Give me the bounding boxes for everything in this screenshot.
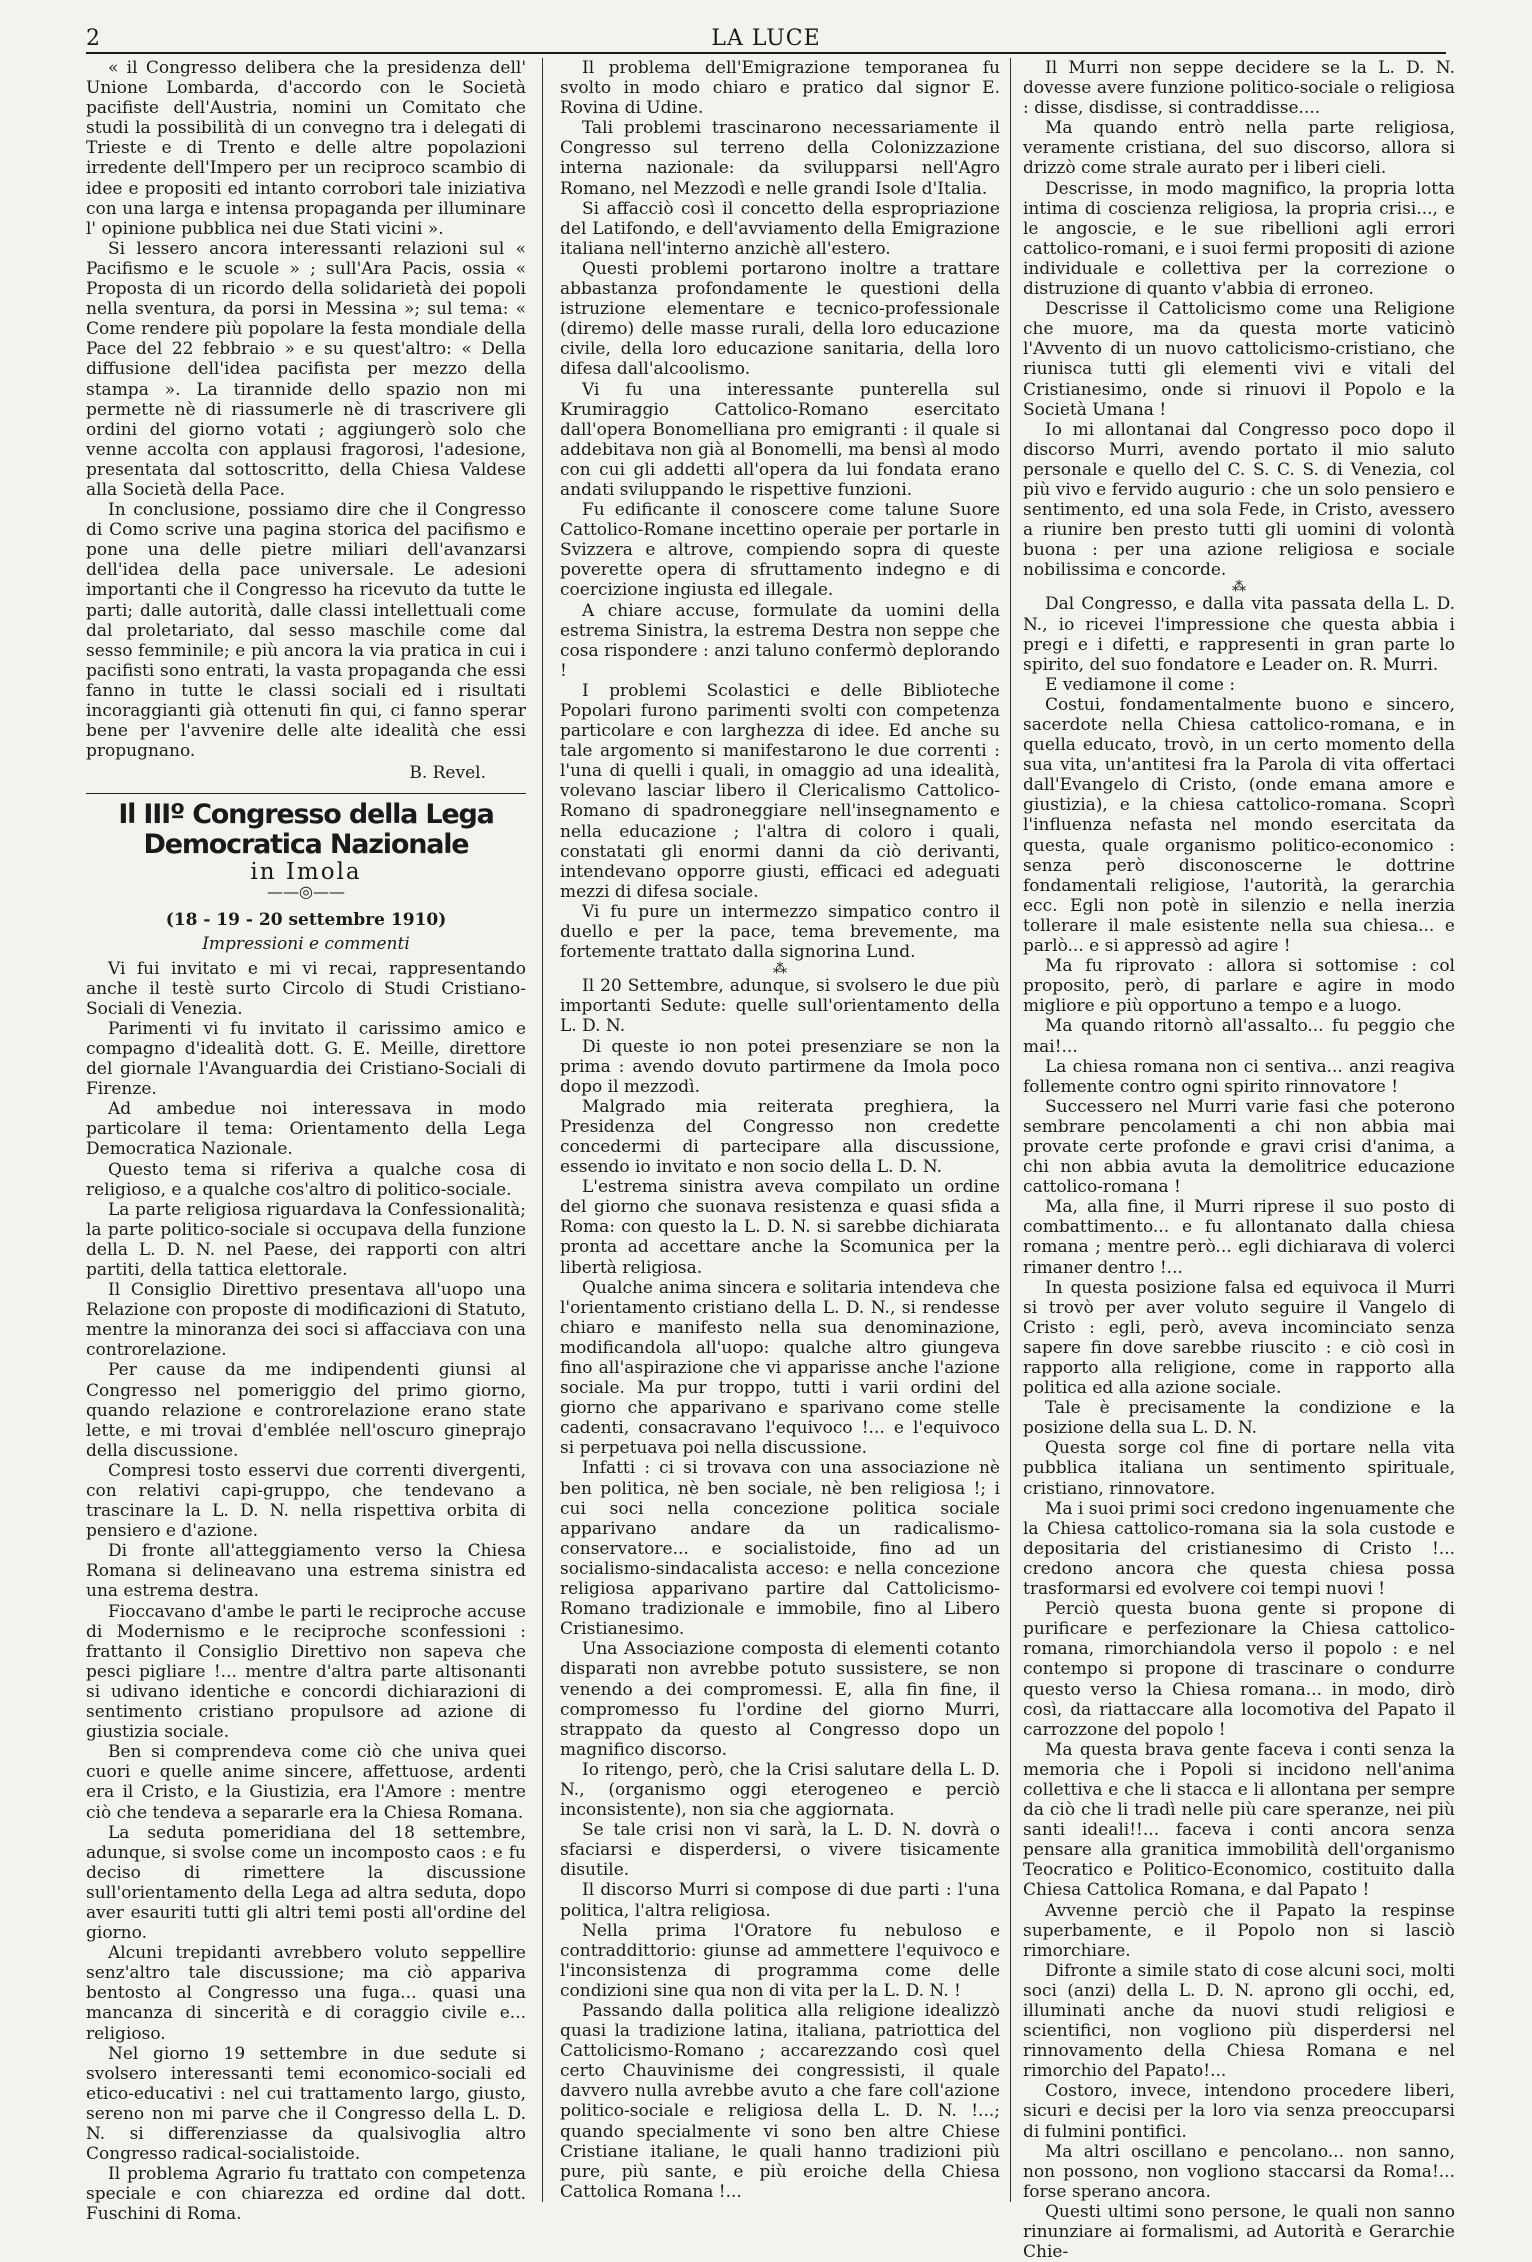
paragraph: Qualche anima sincera e solitaria intendeva che l'orientamento cristiano della L. D. N., si rendesse chiaro e manifesto nella sua denominazione, modificandola all'uopo: qualche altro giungeva fino all'aspirazione che vi apparisse anche l'azione sociale. Ma pur troppo, tutti i varii ordini del giorno che apparivano e sparivano come stelle cadenti, consacravano l'equivoco !... e l'equivoco si perpetuava poi nella discussione.: [560, 1277, 1000, 1459]
paragraph: Ma quando entrò nella parte religiosa, veramente cristiana, del suo discorso, allora si drizzò come strale aurato per i liberi cieli.: [1023, 118, 1455, 179]
paragraph: Il Consiglio Direttivo presentava all'uopo una Relazione con proposte di modificazioni di Statuto, mentre la minoranza dei soci si affacciava con una controrelazione.: [86, 1280, 526, 1361]
paragraph: Ma quando ritornò all'assalto... fu peggio che mai!...: [1023, 1016, 1455, 1057]
paragraph: Se tale crisi non vi sarà, la L. D. N. dovrà o sfaciarsi e disperdersi, o vivere tisicamente disutile.: [560, 1820, 1000, 1881]
paragraph: Dal Congresso, e dalla vita passata della L. D. N., io ricevei l'impressione che questa abbia i pregi e i difetti, e rappresenti in gran parte lo spirito, del suo fondatore e Leader on. R. Murri.: [1023, 594, 1455, 675]
paragraph: Vi fui invitato e mi vi recai, rappresentando anche il testè surto Circolo di Studi Cristiano-Sociali di Venezia.: [86, 958, 526, 1019]
column-divider: [1010, 58, 1011, 2202]
paragraph: Compresi tosto esservi due correnti divergenti, con relativi capi-gruppo, che tendevano a trascinare la L. D. N. nella rispettiva orbita di pensiero e d'azione.: [86, 1460, 526, 1542]
paragraph: E vediamone il come :: [1045, 674, 1236, 695]
paragraph: Parimenti vi fu invitato il carissimo amico e compagno d'idealità dott. G. E. Meille, direttore del giornale l'Avanguardia dei Cristiano-Sociali di Firenze.: [86, 1018, 526, 1100]
paragraph: Questi ultimi sono persone, le quali non sanno rinunziare ai formalismi, ad Autorità e Gerarchie Chie-: [1023, 2201, 1455, 2262]
paragraph: Ben si comprendeva come ciò che univa quei cuori e quelle anime sincere, affettuose, ardenti era il Cristo, e la Giustizia, era l'Amore : mentre ciò che tendeva a separarle era la Chiesa Romana.: [86, 1742, 526, 1823]
paragraph: Nella prima l'Oratore fu nebuloso e contraddittorio: giunse ad ammettere l'equivoco e l'inconsistenza di programma come delle condizioni sine qua non di vita per la L. D. N. !: [560, 1920, 1000, 2001]
paragraph: Di queste io non potei presenziare se non la prima : avendo dovuto partirmene da Imola poco dopo il mezzodì.: [560, 1036, 1000, 1097]
paragraph: Ma fu riprovato : allora si sottomise : col proposito, però, di parlare e agire in modo migliore e più opportuno a tempo e a luogo.: [1023, 956, 1455, 1017]
paragraph: Costui, fondamentalmente buono e sincero, sacerdote nella Chiesa cattolico-romana, e in quella educato, trovò, in un certo momento della sua vita, un'antitesi fra la Parola di vita offertaci dall'Evangelo di Cristo, (onde emana amore e giustizia), e la chiesa cattolico-romana. Scoprì l'influenza nefasta nel mondo esercitata da questa, quale organismo politico-economico : senza però disconoscerne le dottrine fondamentali religiose, l'autorità, la gerarchia ecc. Egli non potè in silenzio e nella inerzia tollerare il male esistente nella sua chiesa... e parlò... e si appressò ad agire !: [1023, 694, 1455, 957]
paragraph: Tali problemi trascinarono necessariamente il Congresso sul terreno della Colonizzazione interna nazionale: da svilupparsi nell'Agro Romano, nel Mezzodì e nelle grandi Isole d'Italia.: [560, 118, 1000, 199]
paragraph: Ma, alla fine, il Murri riprese il suo posto di combattimento... e fu allontanato dalla chiesa romana ; mentre però... egli dichiarava di volerci rimaner dentro !...: [1023, 1197, 1455, 1278]
paragraph: Fu edificante il conoscere come talune Suore Cattolico-Romane incettino operaie per portarle in Svizzera e altrove, compiendo sopra di queste poverette opera di sfruttamento indegno e di coercizione ingiusta ed illegale.: [560, 500, 1000, 601]
column-1: [86, 58, 526, 2225]
paragraph: Io mi allontanai dal Congresso poco dopo il discorso Murri, avendo portato il mio saluto personale e quello del C. S. C. S. di Venezia, col più vivo e fervido augurio : che un solo pensiero e sentimento, ed una sola Fede, in Cristo, avessero a riunire ben presto tutti gli uomini di volontà buona : per una azione religiosa e sociale nobilissima e concorde.: [1023, 419, 1455, 581]
paragraph: Descrisse il Cattolicismo come una Religione che muore, ma da questa morte vaticinò l'Avvento di un nuovo cattolicismo-cristiano, che riunisca tutti gli elementi vivi e vitali del Cristianesimo, onde si rinuovi il Popolo e la Società Umana !: [1023, 299, 1455, 420]
paragraph: Il 20 Settembre, adunque, si svolsero le due più importanti Sedute: quelle sull'orientamento della L. D. N.: [560, 976, 1000, 1037]
paragraph: Vi fu una interessante punterella sul Krumiraggio Cattolico-Romano esercitato dall'opera Bonomelliana pro emigranti : il quale si addebitava non già al Bonomelli, ma bensì al modo con cui gli addetti all'opera da lui fondata erano andati sviluppando le rispettive funzioni.: [560, 379, 1000, 500]
column-3: [1023, 58, 1455, 2262]
paragraph: Malgrado mia reiterata preghiera, la Presidenza del Congresso non credette concedermi di parteciparе alla discussione, essendo io invitato e non socio della L. D. N.: [560, 1096, 1000, 1178]
column-2: [560, 58, 1000, 2212]
paragraph: Questo tema si riferiva a qualche cosa di religioso, e a qualche cos'altro di politico-sociale.: [86, 1159, 526, 1200]
paragraph: Di fronte all'atteggiamento verso la Chiesa Romana si delineavano una estrema sinistra ed una estrema destra.: [86, 1541, 526, 1602]
asterism: ⁂: [1232, 579, 1246, 596]
paragraph: La parte religiosa riguardava la Confessionalità; la parte politico-sociale si occupava della funzione della L. D. N. nel Paese, dei rapporti con altri partiti, della tattica elettorale.: [86, 1199, 526, 1280]
author-signature: B. Revel.: [409, 763, 486, 784]
paragraph: Si affacciò così il concetto della espropriazione del Latifondo, e dell'avviamento della Emigrazione italiana nell'interno anzichè all'estero.: [560, 198, 1000, 259]
page-header: [86, 26, 1446, 52]
column-divider: [542, 58, 543, 2202]
paragraph: Descrisse, in modo magnifico, la propria lotta intima di coscienza religiosa, la propria crisi..., e le angoscie, e le sue ribellioni agli errori cattolico-romani, e i suoi fermi propositi di azione individuale e collettiva per la correzione o distruzione di quanto v'abbia di erroneo.: [1023, 178, 1455, 300]
paragraph: La chiesa romana non ci sentiva... anzi reagiva follemente contro ogni spirito rinnovatore !: [1023, 1056, 1455, 1097]
paragraph: Difronte a simile stato di cose alcuni soci, molti soci (anzi) della L. D. N. aprono gli occhi, ed, illuminati anche da nuovi studi religiosi e scientifici, non vogliono più disperdersi nel rinnovamento della Chiesa Romana e nel rimorchio del Papato!...: [1023, 1960, 1455, 2082]
paragraph: I problemi Scolastici e delle Biblioteche Popolari furono parimenti svolti con competenza particolare e con larghezza di idee. Ed anche su tale argomento si manifestarono le due correnti : l'una di quelli i quali, in omaggio ad una idealità, volevano lasciar libero il Clericalismo Cattolico-Romano di spadroneggiare nell'insegnamento e nella educazione ; l'altra di coloro i quali, constatati gli enormi danni da ciò derivanti, intendevano opporre giusti, efficaci ed adeguati mezzi di difesa sociale.: [560, 680, 1000, 902]
paragraph: Il problema dell'Emigrazione temporanea fu svolto in modo chiaro e pratico dal signor E. Rovina di Udine.: [560, 58, 1000, 119]
article-dates: (18 - 19 - 20 settembre 1910): [165, 910, 447, 931]
paragraph: Ad ambedue noi interessava in modo particolare il tema: Orientamento della Lega Democratica Nazionale.: [86, 1099, 526, 1160]
paragraph: Ma questa brava gente faceva i conti senza la memoria che i Popoli si incidono nell'anima collettiva e che li stacca e li allontana per sempre da ciò che li tradì nelle più care speranze, nei più santi ideali!!... faceva i conti ancora senza pensare alla granitica immobilità dell'organismo Teocratico e Politico-Economico, costituito dalla Chiesa Cattolica Romana, e dal Papato !: [1023, 1739, 1455, 1901]
paragraph: Questa sorge col fine di portare nella vita pubblica italiana un sentimento spirituale, cristiano, rinnovatore.: [1023, 1438, 1455, 1499]
paragraph: Nel giorno 19 settembre in due sedute si svolsero interessanti temi economico-sociali ed etico-educativi : nel cui trattamento largo, giusto, sereno non mi parve che il Congresso della L. D. N. si differenziasse da qualsivoglia altro Congresso radical-socialistoide.: [86, 2043, 526, 2165]
paragraph: Questi problemi portarono inoltre a trattare abbastanza profondamente le questioni della istruzione elementare e tecnico-professionale (diremo) delle masse rurali, della loro educazione civile, della loro educazione sanitaria, della loro difesa dall'alcoolismo.: [560, 258, 1000, 380]
asterism: ⁂: [773, 961, 787, 978]
paragraph: Io ritengo, però, che la Crisi salutare della L. D. N., (organismo oggi eterogeneo e perciò inconsistente), non sia che aggiornata.: [560, 1759, 1000, 1821]
paragraph: Fioccavano d'ambe le parti le reciproche accuse di Modernismo e le reciproche sconfessioni : frattanto il Consiglio Direttivo non sapeva che pesci pigliare !... mentre d'altra parte altisonanti si udivano identiche e concordi dichiarazioni di sentimento cristiano propulsore ad azione di giustizia sociale.: [86, 1601, 526, 1743]
paragraph: Una Associazione composta di elementi cotanto disparati non avrebbe potuto sussistere, se non venendo a dei compromessi. E, alla fin fine, il compromesso fu l'ordine del giorno Murri, strappato da questo al Congresso dopo un magnifico discorso.: [560, 1639, 1000, 1760]
paragraph: Ma altri oscillano e pencolano... non sanno, non possono, non vogliono staccarsi da Roma!... forse sperano ancora.: [1023, 2141, 1455, 2202]
paragraph: L'estrema sinistra aveva compilato un ordine del giorno che suonava resistenza e quasi sfida a Roma: con questo la L. D. N. si sarebbe dichiarata pronta ad accettare anche la Scomunica per la libertà religiosa.: [560, 1177, 1000, 1278]
paragraph: Infatti : ci si trovava con una associazione nè ben politica, nè ben sociale, nè ben religiosa !; i cui soci nella concezione politica sociale apparivano andare da un radicalismo-conservatore... e socialistoide, fino ad un socialismo-sindacalista acceso: e nella concezione religiosa apparivano partire dal Cattolicismo-Romano tradizionale e immobile, fino al Libero Cristianesimo.: [560, 1458, 1000, 1640]
paragraph: In conclusione, possiamo dire che il Congresso di Como scrive una pagina storica del pacifismo e pone una delle pietre miliari dell'avanzarsi dell'idea della pace universale. Le adesioni importanti che il Congresso ha ricevuto da tutte le parti; dalle autorità, dalle classi intellettuali come dal proletariato, dal sesso maschile come dal sesso femminile; e più ancora la via pratica in cui i pacifisti sono entrati, la vasta propaganda che essi fanno in tutte le classi sociali ed i risultati incoraggianti già ottenuti fin qui, ci fanno sperar bene per l'avvenire delle alte idealità che essi propugnano.: [86, 500, 526, 762]
paragraph: Ma i suoi primi soci credono ingenuamente che la Chiesa cattolico-romana sia la sola custode e depositaria del cristianesimo di Cristo !... credono ancora che questa chiesa possa trasformarsi ed evolvere coi tempi nuovi !: [1023, 1498, 1455, 1600]
paragraph: Tale è precisamente la condizione e la posizione della sua L. D. N.: [1023, 1398, 1455, 1439]
paragraph: Si lessero ancora interessanti relazioni sul « Pacifismo e le scuole » ; sull'Ara Pacis, ossia « Proposta di un ricordo della solidarietà dei popoli nella sventura, da porsi in Messina »; sul tema: « Come rendere più popolare la festa mondiale della Pace del 22 febbraio » e su quest'altro: « Della diffusione dell'idea pacifista per mezzo della stampa ». La tirannide dello spazio non mi permette nè di riassumerle nè di trascrivere gli ordini del giorno votati ; aggiungerò solo che venne accolta con applausi fragorosi, l'adesione, presentata dal sottoscritto, della Chiesa Valdese alla Società della Pace.: [86, 238, 526, 500]
masthead-title: LA LUCE: [711, 26, 821, 51]
paragraph: A chiare accuse, formulate da uomini della estrema Sinistra, la estrema Destra non seppe che cosa rispondere : anzi taluno confermò deplorando !: [560, 600, 1000, 681]
paragraph: Alcuni trepidanti avrebbero voluto seppellire senz'altro tale discussione; ma ciò appariva bentosto al Congresso una fuga... quasi una mancanza di sincerità e di coraggio civile e... religioso.: [86, 1943, 526, 2044]
paragraph: La seduta pomeridiana del 18 settembre, adunque, si svolse come un incomposto caos : e fu deciso di rimettere la discussione sull'orientamento della Lega ad altra seduta, dopo aver esauriti tutti gli altri temi posti all'ordine del giorno.: [86, 1822, 526, 1944]
paragraph: Per cause da me indipendenti giunsi al Congresso nel pomeriggio del primo giorno, quando relazione e controrelazione erano state lette, e mi trovai d'emblée nell'oscuro gineprajo della discussione.: [86, 1360, 526, 1461]
header-rule: [86, 52, 1446, 54]
paragraph: Passando dalla politica alla religione idealizzò quasi la tradizione latina, italiana, patriottica del Cattolicismo-Romano ; accarezzando così quel certo Chauvinisme dei congressisti, il quale davvero nulla avrebbe avuto a che fare coll'azione politico-sociale e religiosa della L. D. N. !...; quando specialmente vi sono ben altre Chiese Cristiane italiane, le quali hanno tradizioni più pure, più sante, e più eroiche della Chiesa Cattolica Romana !...: [560, 2001, 1000, 2202]
article-subtitle: in Imola: [250, 859, 362, 886]
paragraph: Il discorso Murri si compose di due parti : l'una politica, l'altra religiosa.: [560, 1880, 1000, 1921]
paragraph: « il Congresso delibera che la presidenza dell' Unione Lombarda, d'accordo con le Società pacifiste dell'Austria, nomini un Comitato che studi la possibilità di un convegno tra i delegati di Trieste e di Trento e delle altre popolazioni irredente dell'Impero per un reciproco scambio di idee e propositi ed intanto corrobori tale iniziativa con una larga e intensa propaganda per illuminare l' opinione pubblica nei due Stati vicini ».: [86, 58, 526, 239]
article-separator: [86, 793, 526, 794]
paragraph: Avvenne perciò che il Papato la respinse superbamente, e il Popolo non si lasciò rimorchiare.: [1023, 1900, 1455, 1961]
paragraph: Perciò questa buona gente si propone di purificare e perfezionare la Chiesa cattolico-romana, rimorchiandola verso il popolo : e nel contempo si propone di trascinare o condurre questo verso la Chiesa romana... in modo, dirò così, da riattaccare alla locomotiva del Papato il carrozzone del popolo !: [1023, 1599, 1455, 1740]
page-number: 2: [86, 26, 100, 51]
paragraph: Vi fu pure un intermezzo simpatico contro il duello e per la pace, tema brevemente, ma fortemente trattato dalla signorina Lund.: [560, 901, 1000, 963]
article-kicker: Impressioni e commenti: [202, 934, 410, 955]
paragraph: In questa posizione falsa ed equivoca il Murri si trovò per aver voluto seguire il Vangelo di Cristo : egli, però, aveva incominciato senza sapere fin dove sarebbe riuscito : e ciò così in rapporto alla religione, come in rapporto alla politica ed alla azione sociale.: [1023, 1277, 1455, 1399]
paragraph: Il Murri non seppe decidere se la L. D. N. dovesse avere funzione politico-sociale o religiosa : disse, disdisse, si contraddisse....: [1023, 58, 1455, 119]
paragraph: Il problema Agrario fu trattato con competenza speciale e con chiarezza ed ordine dal dott. Fuschini di Roma.: [86, 2164, 526, 2225]
ornament: ——◎——: [267, 882, 345, 902]
article-title: Il IIIº Congresso della Lega Democratica Nazionale: [118, 799, 494, 861]
paragraph: Costoro, invece, intendono procedere liberi, sicuri e decisi per la loro via senza preoccuparsi di fulmini pontifici.: [1023, 2081, 1455, 2142]
paragraph: Successero nel Murri varie fasi che poterono sembrare pencolamenti a chi non abbia mai provate certe profonde e gravi crisi d'anima, a chi non abbia avuta la demolitrice educazione cattolico-romana !: [1023, 1096, 1455, 1198]
